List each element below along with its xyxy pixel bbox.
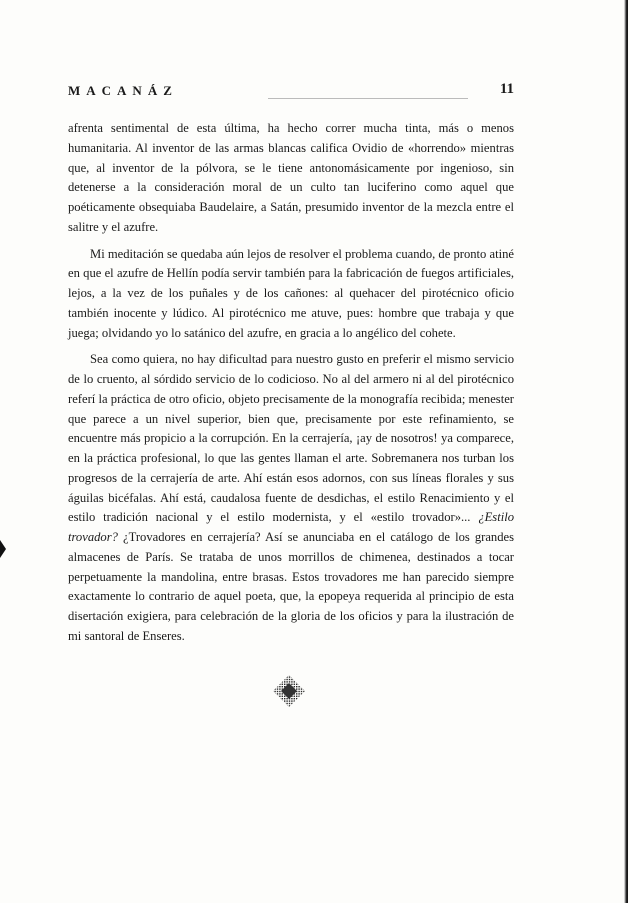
running-title: MACANÁZ bbox=[68, 83, 178, 98]
body-text bbox=[68, 119, 514, 654]
header-rule bbox=[268, 98, 468, 99]
diamond-ornament-icon bbox=[272, 674, 306, 708]
margin-marker-icon bbox=[0, 540, 6, 558]
page-edge-shadow bbox=[624, 0, 628, 903]
paragraph-3-text: Sea como quiera, no hay dificultad para nuestro gusto en preferir el mismo servicio de lo cruento, al sórdido servicio de lo codicioso. No al del armero ni al del pirotécnico referí la práctica de otro oficio, objeto precisamente de la monografía recibida; menester que parece a un nivel superior, bien que, precisamente por este refinamiento, se encuentre más propicio a la corrupción. En la cerrajería, ¡ay de nosotros! ya comparece, en la práctica profesional, lo que las gentes llaman el arte. Sobremanera nos turban los progresos de la cerrajería de arte. Ahí están esos adornos, con sus líneas florales y sus águilas bicéfalas. Ahí está, caudalosa fuente de desdichas, el estilo Renacimiento y el estilo tradición nacional y el estilo modernista, y el «estilo trovador»... bbox=[68, 352, 514, 525]
paragraph-2: Mi meditación se quedaba aún lejos de resolver el problema cuando, de pronto atiné en que el azufre de Hellín podía servir también para la fabricación de fuegos artificiales, lejos, a la vez de los puñales y de los cañones: al quehacer del pirotécnico oficio también inocente y lúdico. Al pirotécnico me atuve, pues: hombre que trabaja y que juega; olvidando yo lo satánico del azufre, en gracia a lo angélico del cohete. bbox=[68, 246, 514, 340]
running-header bbox=[68, 83, 514, 105]
page-number: 11 bbox=[499, 81, 514, 97]
paragraph-3-italic: ¿Estilo trovador? bbox=[68, 510, 514, 544]
paragraph-1: afrenta sentimental de esta última, ha hecho correr mucha tinta, más o menos humanitaria. Al inventor de las armas blancas califica Ovidio de «horrendo» mientras que, al inventor de la pólvora, se le tiene antonomásicamente por ingenioso, sin detenerse a la consideración moral de un culto tan luciferino como aquel que poéticamente obsequiaba Baudelaire, a Satán, presumido inventor de la mezcla entre el salitre y el azufre. bbox=[68, 121, 514, 234]
paragraph-3 bbox=[68, 350, 514, 646]
paragraph-3-continuation: ¿Trovadores en cerrajería? Así se anunciaba en el catálogo de los grandes almacenes de París. Se trataba de unos morrillos de chimenea, destinados a tocar perpetuamente la mandolina, entre brasas. Estos trovadores me han parecido siempre exactamente lo contrario de aquel poeta, que, la epopeya requerida al principio de esta disertación exigiera, para celebración de la gloria de los oficios y para la ilustración de mi santoral de Enseres. bbox=[68, 530, 514, 643]
